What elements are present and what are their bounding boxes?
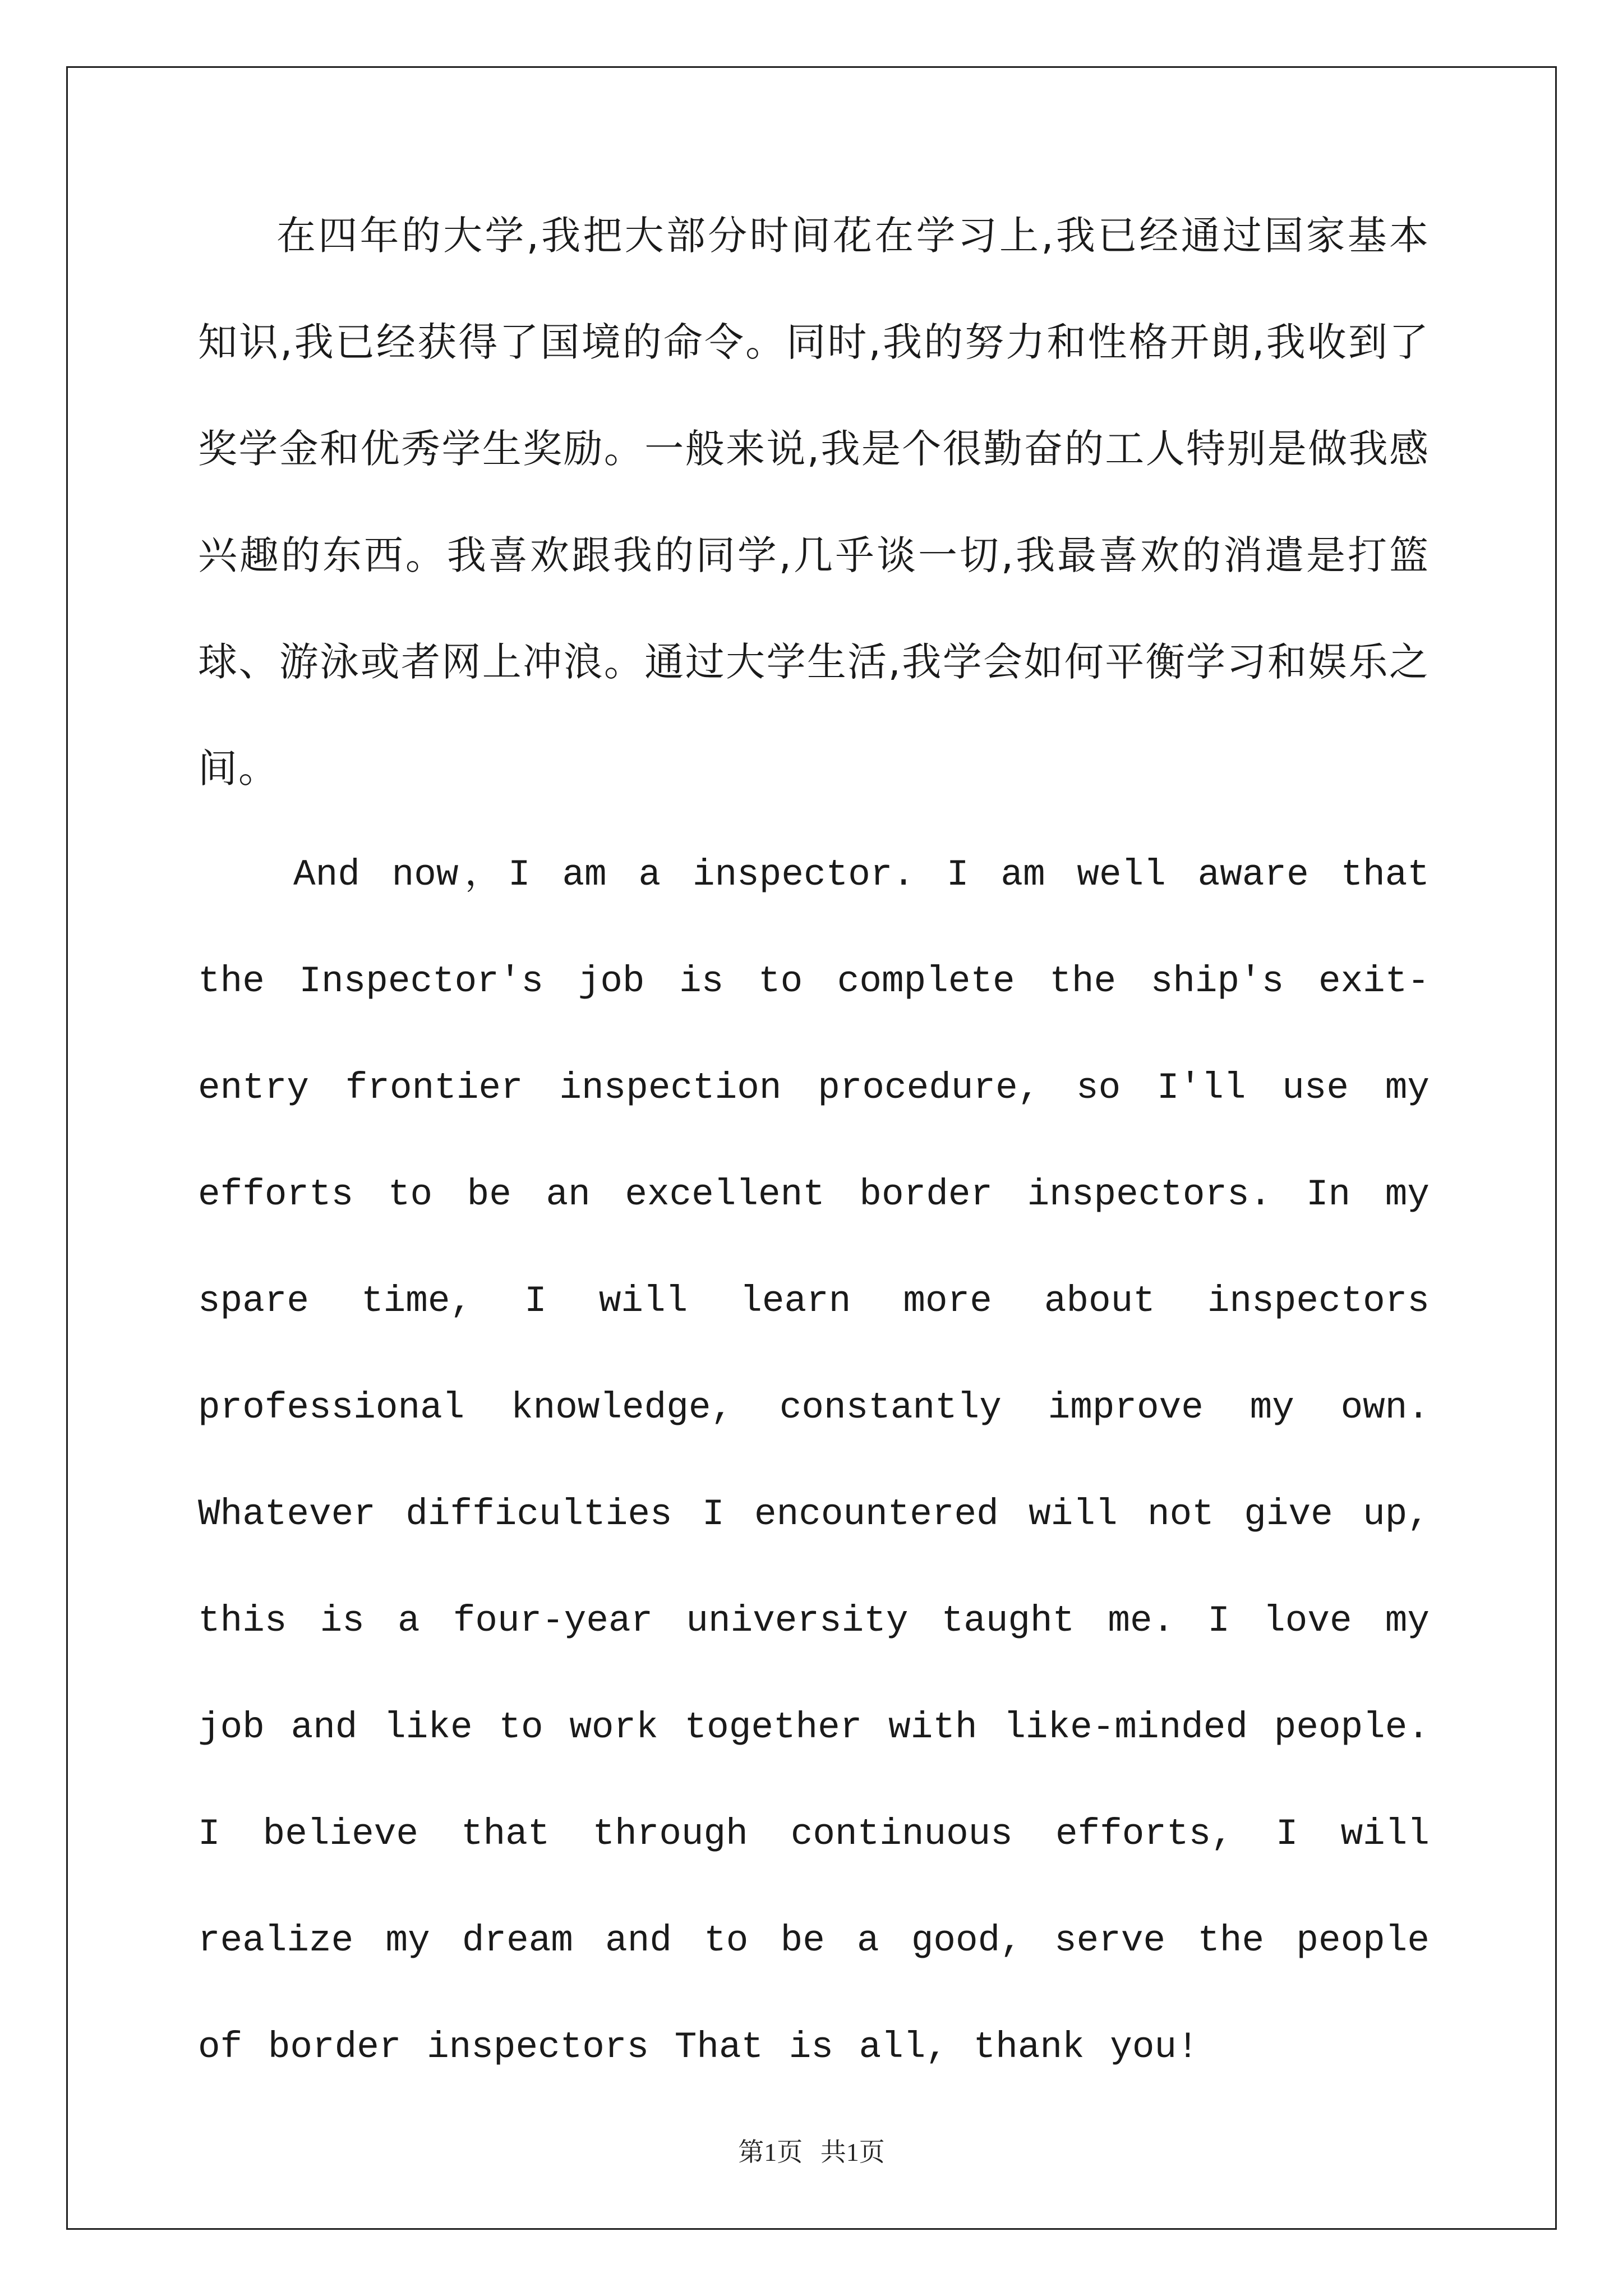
page-footer xyxy=(0,2132,1623,2169)
paragraph-chinese: 在四年的大学,我把大部分时间花在学习上,我已经通过国家基本知识,我已经获得了国境的命令。同时,我的努力和性格开朗,我收到了奖学金和优秀学生奖励。一般来说,我是个很勤奋的工人特别是做我感兴趣的东西。我喜欢跟我的同学,几乎谈一切,我最喜欢的消遣是打篮球、游泳或者网上冲浪。通过大学生活,我学会如何平衡学习和娱乐之间。 xyxy=(198,213,1430,792)
paragraph-english: And now，I am a inspector. I am well aware that the Inspector's job is to complete the ship's exit-entry frontier inspection procedure, so I'll use my efforts to be an excellent border inspectors. In my spare time, I will learn more about inspectors professional knowledge, constantly improve my own. Whatever difficulties I encountered will not give up, this is a four-year university taught me. I love my job and like to work together with like-minded people. I believe that through continuous efforts, I will realize my dream and to be a good, serve the people of border inspectors That is all, thank you! xyxy=(198,854,1430,2068)
page-number: 第1页 xyxy=(738,2138,803,2166)
page-total: 共1页 xyxy=(820,2138,885,2166)
document-body xyxy=(198,213,1430,2101)
